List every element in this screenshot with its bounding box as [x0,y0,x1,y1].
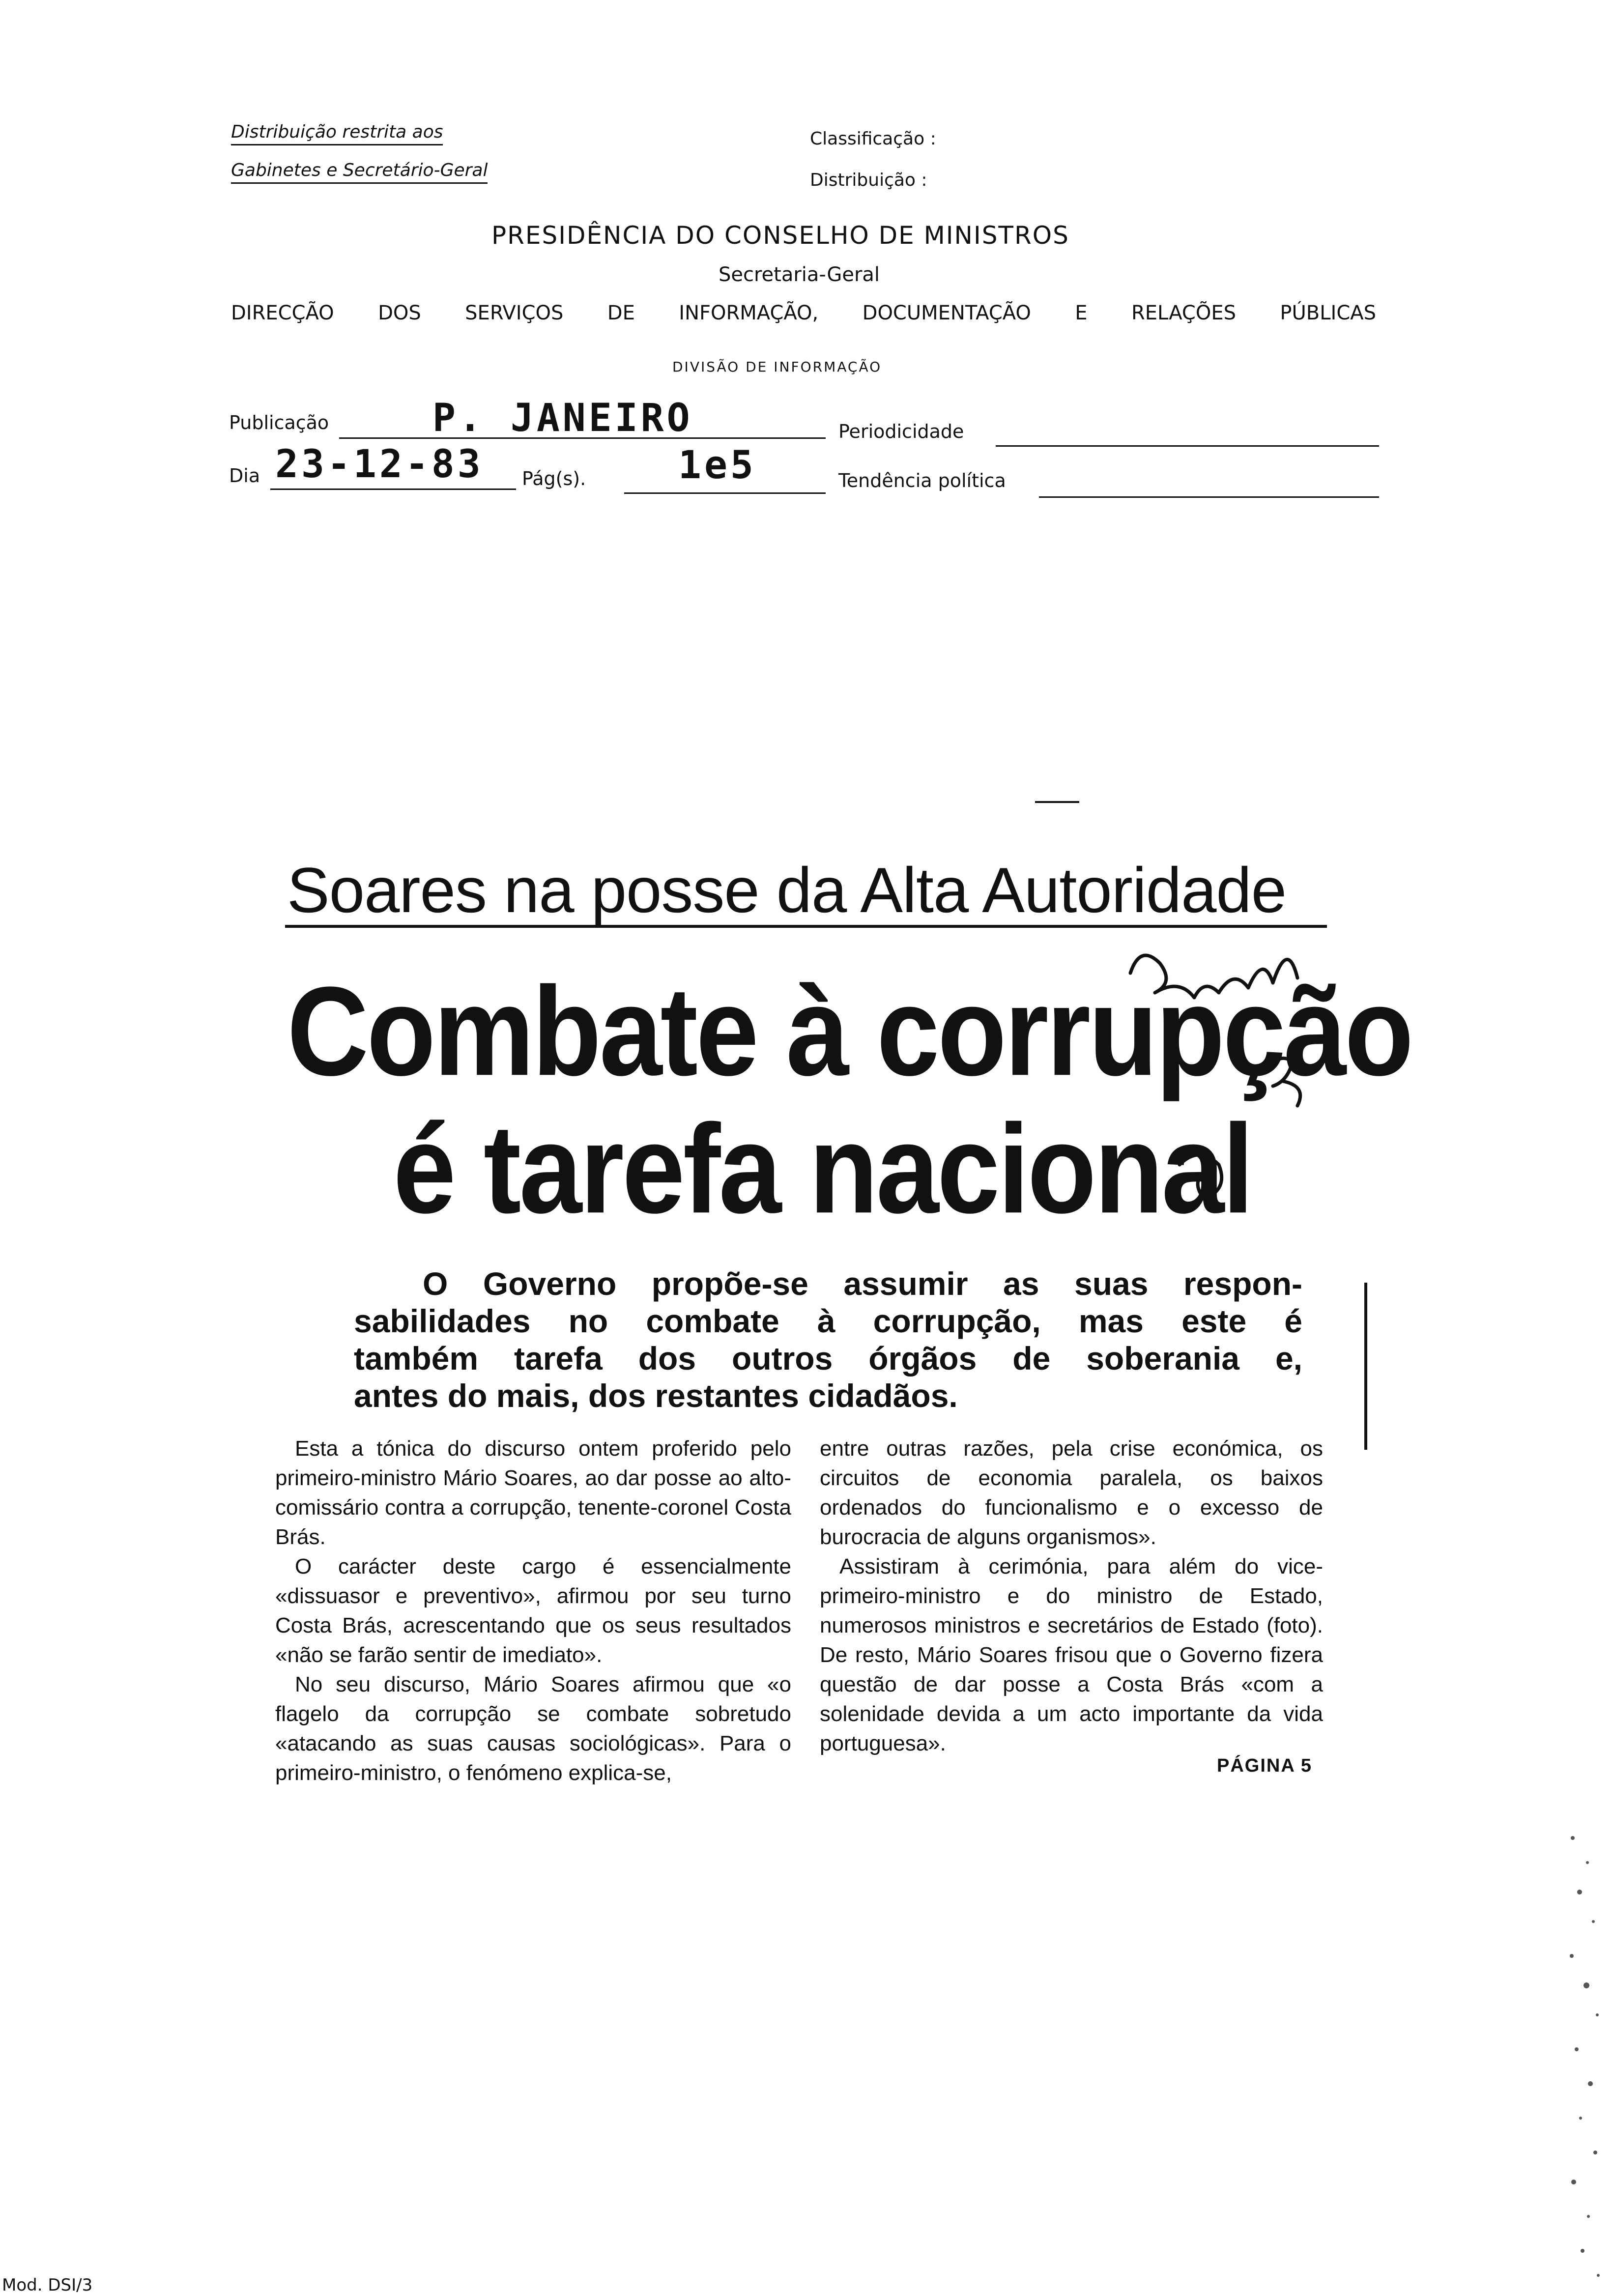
lead-line-1: O Governo propõe-se assumir as suas respon- [423,1265,1302,1302]
form-code: Mod. DSI/3 [2,2275,93,2295]
lead-line-4: antes do mais, dos restantes cidadãos. [354,1378,958,1414]
restriction-line-2: Gabinetes e Secretário-Geral [231,160,488,184]
publication-label: Publicação [229,412,329,433]
article-column-2 [820,1434,1323,1758]
continued-page-reference: PÁGINA 5 [1217,1755,1313,1776]
organization-title: PRESIDÊNCIA DO CONSELHO DE MINISTROS [491,221,1069,250]
classification-label: Classificação : [810,129,936,149]
pages-line [624,492,826,494]
article-column-1 [275,1434,791,1788]
day-label: Dia [229,465,260,487]
secretariat: Secretaria-Geral [719,263,880,286]
publication-handwritten: P. JANEIRO [432,396,693,440]
col1-paragraph-2: O carácter deste cargo é essencialmente «dissuasor e preventivo», afirmou por seu turno Costa Brás, acrescentando que os seus resultados «não se farão sentir de imediato». [275,1554,791,1667]
article-lead [354,1265,1302,1414]
col2-paragraph-1: entre outras razões, pela crise económica, os circuitos de economia paralela, os baixos ordenados do funcionalismo e o excesso de burocracia de alguns organismos». [820,1436,1323,1549]
periodicity-label: Periodicidade [838,421,964,442]
handwritten-annotation-scribble [1121,934,1347,1219]
margin-rule [1364,1283,1367,1450]
scan-noise [1563,1818,1607,2290]
day-handwritten: 23-12-83 [275,442,484,487]
division: DIVISÃO DE INFORMAÇÃO [672,359,882,375]
pages-handwritten: 1e5 [678,443,756,488]
directorate: DIRECÇÃO DOS SERVIÇOS DE INFORMAÇÃO, DOCUMENTAÇÃO E RELAÇÕES PÚBLICAS [231,302,1376,324]
day-line [270,488,516,490]
col1-paragraph-3: No seu discurso, Mário Soares afirmou que «o flagelo da corrupção se combate sobretudo «atacando as suas causas sociológicas». Para o primeiro-ministro, o fenómeno explica-se, [275,1672,791,1785]
kicker-underline [285,925,1327,928]
clipping-mark [1035,801,1079,803]
tendency-label: Tendência política [838,470,1006,491]
lead-line-2: sabilidades no combate à corrupção, mas este é [354,1303,1302,1339]
headline-line-2: é tarefa nacional [393,1098,1252,1240]
restriction-line-1: Distribuição restrita aos [231,122,443,145]
col1-paragraph-1: Esta a tónica do discurso ontem proferido pelo primeiro-ministro Mário Soares, ao dar posse ao alto-comissário contra a corrupção, tenente-coronel Costa Brás. [275,1436,791,1549]
article-kicker: Soares na posse da Alta Autoridade [287,854,1287,926]
lead-line-3: também tarefa dos outros órgãos de soberania e, [354,1340,1302,1377]
col2-paragraph-2: Assistiram à cerimónia, para além do vice-primeiro-ministro e do ministro de Estado, numerosos ministros e secretários de Estado (foto). De resto, Mário Soares frisou que o Governo fizera questão de dar posse a Costa Brás «com a solenidade devida a um acto importante da vida portuguesa». [820,1554,1323,1755]
pages-label: Pág(s). [522,468,586,489]
periodicity-line [996,445,1379,447]
tendency-line [1039,496,1379,498]
distribution-label: Distribuição : [810,170,927,190]
headline-line-1: Combate à corrupção [287,960,1412,1102]
